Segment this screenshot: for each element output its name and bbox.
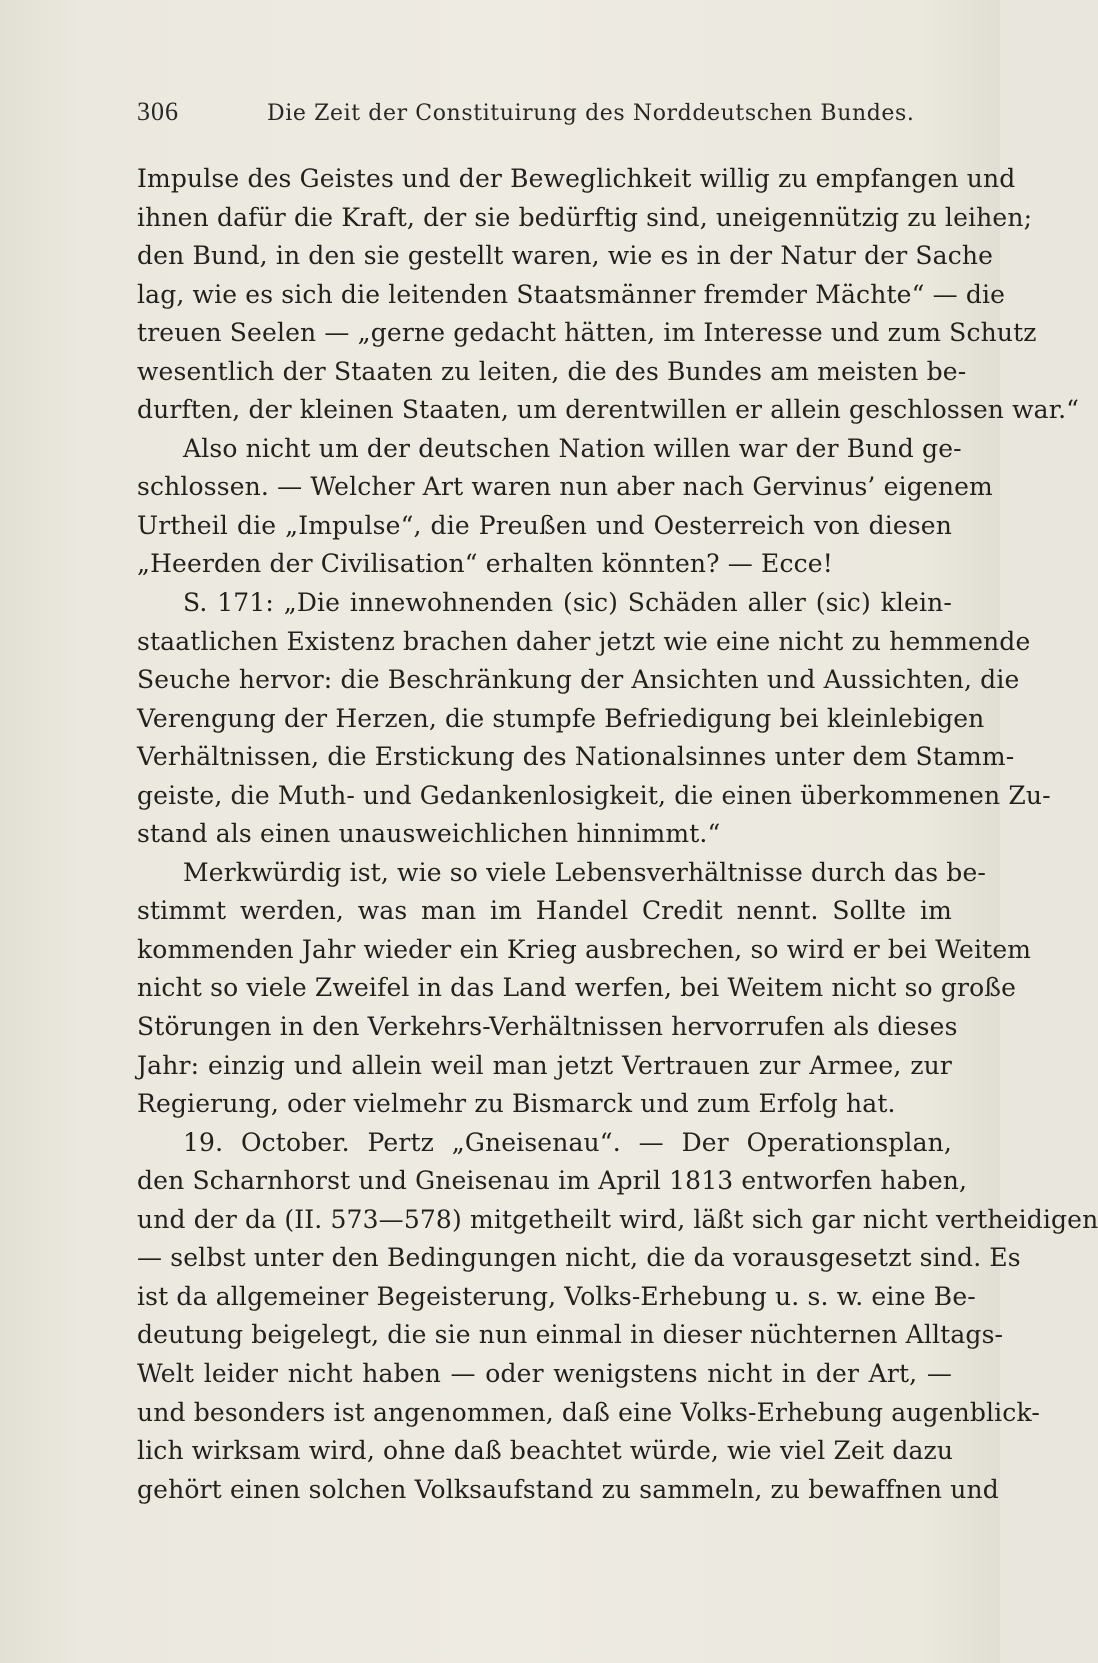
paragraph-first-line: Merkwürdig ist, wie so viele Lebensverhältnisse durch das be-: [183, 857, 986, 887]
text-line: gehört einen solchen Volksaufstand zu sammeln, zu bewaffnen und: [137, 1474, 999, 1504]
text-line: wesentlich der Staaten zu leiten, die des Bundes am meisten be-: [137, 356, 967, 386]
text-line: Welt leider nicht haben — oder wenigstens nicht in der Art, —: [137, 1358, 952, 1388]
paragraph-last-line: Regierung, oder vielmehr zu Bismarck und zum Erfolg hat.: [137, 1089, 896, 1119]
page-number: 306: [137, 97, 179, 126]
text-line: den Scharnhorst und Gneisenau im April 1813 entworfen haben,: [137, 1166, 968, 1196]
text-line: Jahr: einzig und allein weil man jetzt Vertrauen zur Armee, zur: [137, 1050, 952, 1080]
paragraph-last-line: stand als einen unausweichlichen hinnimmt.“: [137, 819, 721, 849]
text-line: ist da allgemeiner Begeisterung, Volks-Erhebung u. s. w. eine Be-: [137, 1281, 976, 1311]
text-line: nicht so viele Zweifel in das Land werfen, bei Weitem nicht so große: [137, 973, 1017, 1003]
text-line: und der da (II. 573—578) mitgetheilt wird, läßt sich gar nicht vertheidigen: [137, 1204, 1098, 1234]
text-line: — selbst unter den Bedingungen nicht, die da vorausgesetzt sind. Es: [137, 1243, 1021, 1273]
text-line: geiste, die Muth- und Gedankenlosigkeit, die einen überkommenen Zu-: [137, 780, 1051, 810]
text-line: Störungen in den Verkehrs-Verhältnissen hervorrufen als dieses: [137, 1012, 958, 1042]
text-line: stimmt werden, was man im Handel Credit nennt. Sollte im: [137, 896, 952, 926]
text-line: und besonders ist angenommen, daß eine Volks-Erhebung augenblick-: [137, 1397, 1040, 1427]
page-header: [137, 92, 915, 132]
text-line: Verhältnissen, die Erstickung des Nationalsinnes unter dem Stamm-: [137, 742, 1015, 772]
paragraph-first-line: S. 171: „Die innewohnenden (sic) Schäden aller (sic) klein-: [183, 588, 952, 618]
text-line: ihnen dafür die Kraft, der sie bedürftig sind, uneigennützig zu leihen;: [137, 202, 1033, 232]
text-line: Verengung der Herzen, die stumpfe Befriedigung bei kleinlebigen: [137, 703, 985, 733]
text-line: lich wirksam wird, ohne daß beachtet würde, wie viel Zeit dazu: [137, 1436, 954, 1466]
body-text: [137, 160, 1098, 1509]
text-line: Seuche hervor: die Beschränkung der Ansichten und Aussichten, die: [137, 665, 1020, 695]
text-line: den Bund, in den sie gestellt waren, wie es in der Natur der Sache: [137, 241, 994, 271]
text-line: lag, wie es sich die leitenden Staatsmänner fremder Mächte“ — die: [137, 279, 1006, 309]
text-line: treuen Seelen — „gerne gedacht hätten, im Interesse und zum Schutz: [137, 318, 1037, 348]
paragraph-last-line: „Heerden der Civilisation“ erhalten könnten? — Ecce!: [137, 549, 833, 579]
text-line: durften, der kleinen Staaten, um derentwillen er allein geschlossen war.“: [137, 395, 1080, 425]
text-line: schlossen. — Welcher Art waren nun aber nach Gervinus’ eigenem: [137, 472, 993, 502]
paragraph-first-line: 19. October. Pertz „Gneisenau“. — Der Operationsplan,: [183, 1127, 952, 1157]
paragraph-first-line: Also nicht um der deutschen Nation willen war der Bund ge-: [183, 433, 962, 463]
text-line: kommenden Jahr wieder ein Krieg ausbrechen, so wird er bei Weitem: [137, 934, 1032, 964]
text-line: deutung beigelegt, die sie nun einmal in dieser nüchternen Alltags-: [137, 1320, 1004, 1350]
text-line: Impulse des Geistes und der Beweglichkeit willig zu empfangen und: [137, 164, 1016, 193]
running-head: Die Zeit der Constituirung des Norddeutschen Bundes.: [267, 101, 915, 126]
text-line: Urtheil die „Impulse“, die Preußen und Oesterreich von diesen: [137, 510, 952, 540]
text-line: staatlichen Existenz brachen daher jetzt wie eine nicht zu hemmende: [137, 626, 1031, 656]
